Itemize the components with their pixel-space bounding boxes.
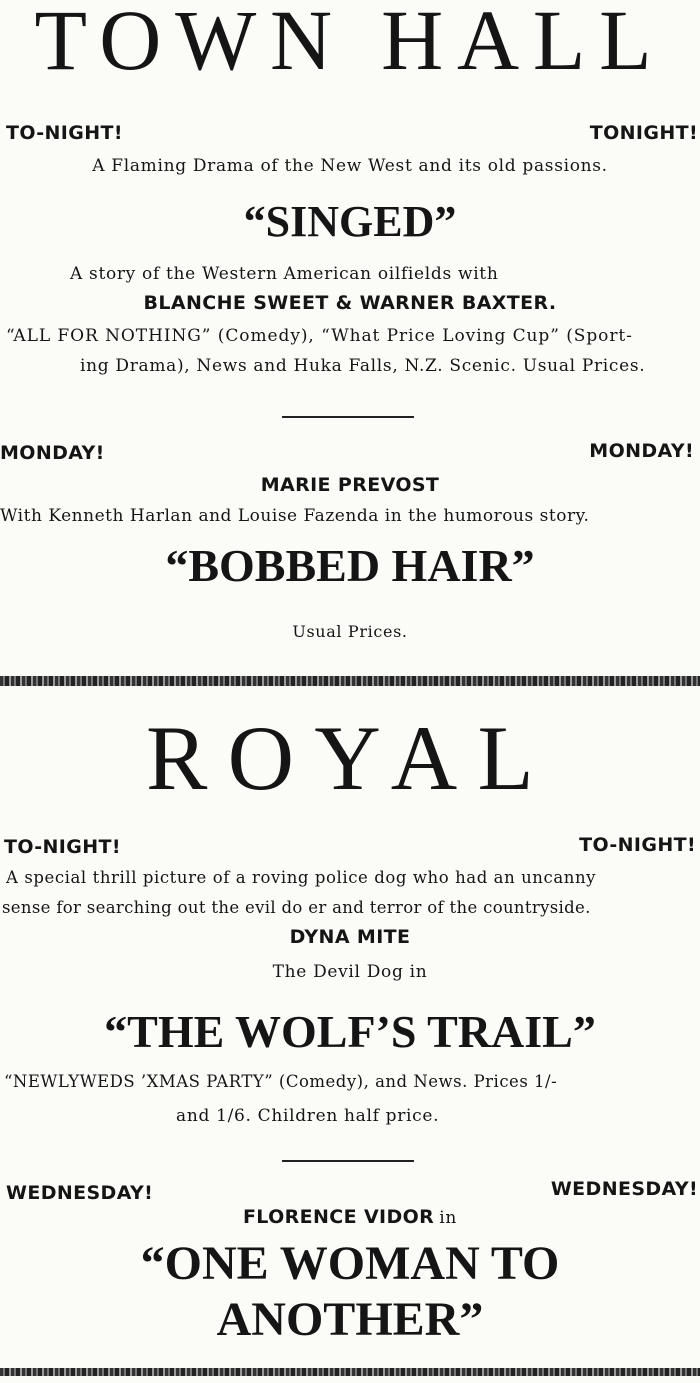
- wednesday-right: WEDNESDAY!: [550, 1178, 698, 1200]
- wednesday-star-in: in: [439, 1208, 458, 1228]
- town-hall-support-line2: ing Drama), News and Huka Falls, N.Z. Scenic. Usual Prices.: [80, 356, 646, 376]
- bobbed-hair-title: “BOBBED HAIR”: [165, 540, 535, 591]
- wolfs-trail-title: “THE WOLF’S TRAIL”: [104, 1006, 596, 1057]
- royal-tonight-left: TO-NIGHT!: [4, 836, 121, 858]
- monday-cast-line: With Kenneth Harlan and Louise Fazenda in the humorous story.: [0, 506, 590, 526]
- dog-name: DYNA MITE: [289, 926, 411, 948]
- royal-desc-line1: A special thrill picture of a roving police dog who had an uncanny: [6, 868, 597, 887]
- section-divider: [282, 416, 414, 418]
- wednesday-left: WEDNESDAY!: [6, 1182, 154, 1204]
- wednesday-star-line: [0, 1206, 700, 1228]
- singed-title: “SINGED”: [243, 197, 457, 246]
- wednesday-star: FLORENCE VIDOR: [242, 1206, 435, 1228]
- royal-support-line1: “NEWLYWEDS ’XMAS PARTY” (Comedy), and News. Prices 1/-: [4, 1072, 558, 1091]
- one-woman-title-line2: ANOTHER”: [216, 1293, 484, 1346]
- devil-dog-line: The Devil Dog in: [272, 962, 428, 982]
- town-hall-tonight-right: TONIGHT!: [589, 122, 698, 144]
- bottom-border-band: [0, 1368, 700, 1376]
- royal-support-line2: and 1/6. Children half price.: [176, 1106, 440, 1126]
- royal-heading: ROYAL: [146, 707, 554, 809]
- royal-desc-line2: sense for searching out the evil do er and terror of the countryside.: [2, 898, 591, 917]
- section-border-band: [0, 676, 700, 686]
- town-hall-support-line1: “ALL FOR NOTHING” (Comedy), “What Price Loving Cup” (Sport-: [6, 326, 633, 346]
- town-hall-tagline: A Flaming Drama of the New West and its old passions.: [92, 156, 608, 176]
- town-hall-tonight-left: TO-NIGHT!: [6, 122, 123, 144]
- one-woman-title-line1: “ONE WOMAN TO: [140, 1237, 560, 1290]
- monday-right: MONDAY!: [589, 440, 694, 462]
- monday-star: MARIE PREVOST: [260, 474, 440, 496]
- monday-left: MONDAY!: [0, 442, 105, 464]
- royal-tonight-right: TO-NIGHT!: [579, 834, 696, 856]
- monday-prices: Usual Prices.: [292, 622, 408, 641]
- town-hall-stars: BLANCHE SWEET & WARNER BAXTER.: [143, 292, 557, 314]
- town-hall-heading: TOWN HALL: [34, 0, 666, 88]
- town-hall-story-line: A story of the Western American oilfields with: [70, 264, 499, 284]
- section-divider-2: [282, 1160, 414, 1162]
